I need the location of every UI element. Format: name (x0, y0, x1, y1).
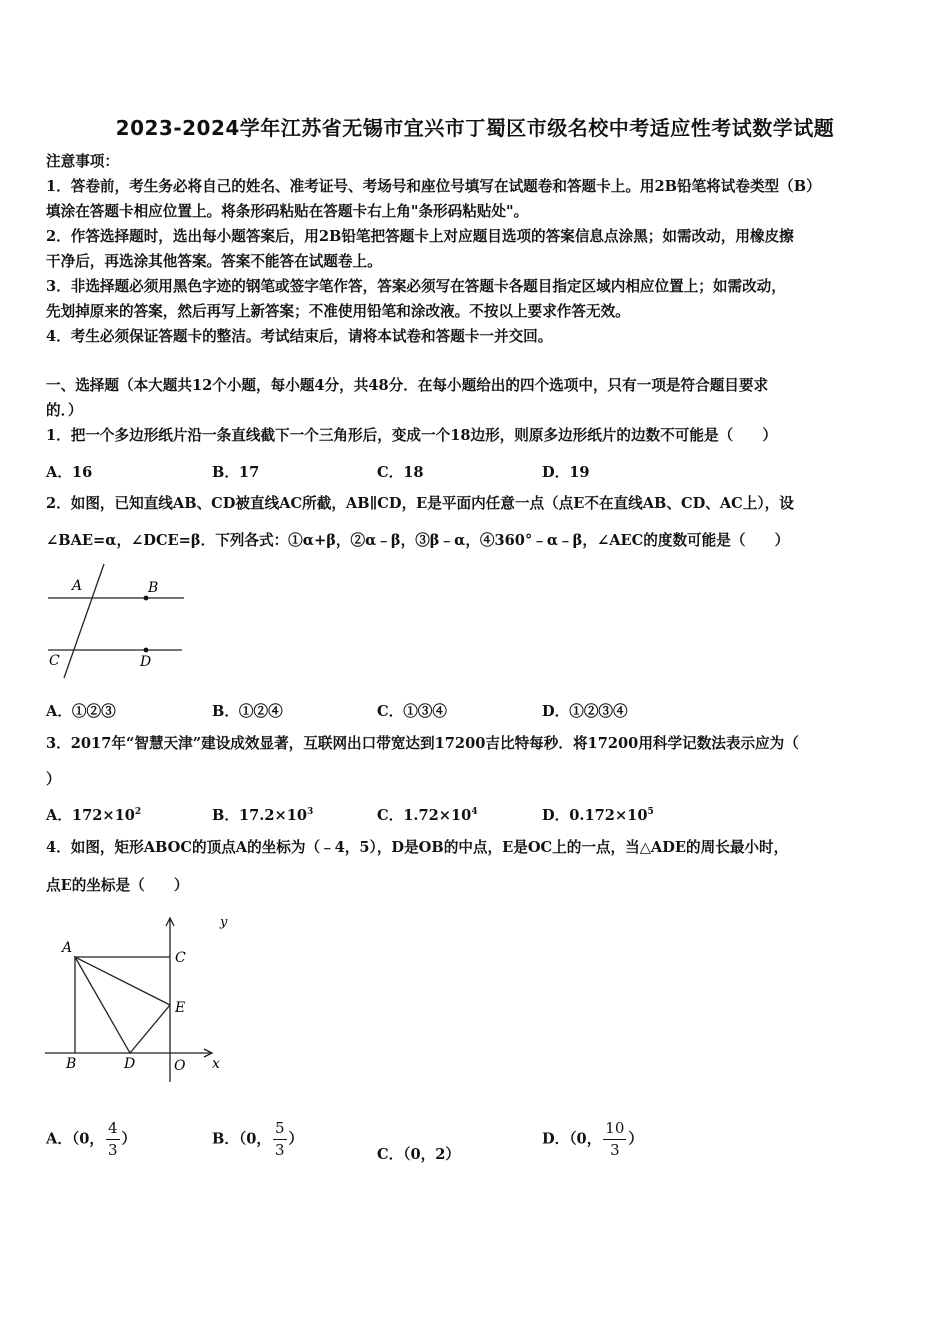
point-b (144, 596, 149, 601)
fraction: $\frac{10}{3}$ (605, 1119, 625, 1159)
label-c: C (175, 950, 186, 966)
section-heading-cont: 的．） (46, 402, 83, 419)
label-c: C (49, 653, 60, 669)
q2-option-a: A．①②③ (46, 703, 116, 720)
q2-option-b: B．①②④ (212, 703, 283, 720)
question-4-stem: 4．如图，矩形ABOC的顶点A的坐标为（﹣4，5），D是OB的中点，E是OC上的一点，当△ADE的周长最小时， (46, 839, 789, 856)
question-4-stem-cont: 点E的坐标是（ ） (46, 877, 189, 894)
notice-line: 4．考生必须保证答题卡的整洁。考试结束后，请将本试卷和答题卡一并交回。 (46, 328, 553, 345)
transversal-ac (64, 564, 104, 678)
label-a: A (72, 578, 83, 594)
q4-option-a: A．（0， $\frac{4}{3}$ ） (46, 1119, 137, 1159)
q3-option-b: B．$17.2\times 10^3$ (212, 807, 314, 824)
fraction: $\frac{4}{3}$ (107, 1119, 118, 1159)
rectangle-coordinate-figure (40, 910, 230, 1090)
label-y: y (220, 915, 228, 930)
q3-option-c: C．$1.72\times 10^4$ (377, 807, 478, 824)
section-heading: 一、选择题（本大题共12个小题，每小题4分，共48分．在每小题给出的四个选项中，只有一项是符合题目要求 (46, 377, 769, 394)
q1-option-b: B．17 (212, 464, 260, 481)
q3-option-a: A．$172\times 10^2$ (46, 807, 142, 824)
question-3-stem: 3．2017年“智慧天津”建设成效显著，互联网出口带宽达到17200吉比特每秒．将17200用科学记数法表示应为（ (46, 735, 799, 752)
notice-line: 2．作答选择题时，选出每小题答案后，用2B铅笔把答题卡上对应题目选项的答案信息点涂黑；如需改动，用橡皮擦 (46, 228, 794, 245)
parallel-lines-figure (44, 560, 194, 678)
notice-line: 先划掉原来的答案，然后再写上新答案；不准使用铅笔和涂改液。不按以上要求作答无效。 (46, 303, 630, 320)
q4-option-b: B．（0， $\frac{5}{3}$ ） (212, 1119, 304, 1159)
label-x: x (212, 1056, 220, 1072)
label-e: E (175, 1000, 186, 1016)
notice-line: 填涂在答题卡相应位置上。将条形码粘贴在答题卡右上角"条形码粘贴处"。 (46, 203, 529, 220)
label-b: B (148, 580, 159, 596)
question-2-stem: 2．如图，已知直线AB、CD被直线AC所截，AB∥CD，E是平面内任意一点（点E不在直线AB、CD、AC上），设 (46, 495, 794, 512)
q1-option-c: C．18 (377, 464, 424, 481)
q4-option-c: C．（0，2） (377, 1146, 460, 1163)
q2-option-c: C．①③④ (377, 703, 447, 720)
label-a: A (62, 940, 73, 956)
question-1-stem: 1．把一个多边形纸片沿一条直线截下一个三角形后，变成一个18边形，则原多边形纸片的边数不可能是（ ） (46, 427, 777, 444)
q3-option-d: D．$0.172\times 10^5$ (542, 807, 654, 824)
triangle-ade (75, 957, 170, 1053)
label-b: B (66, 1056, 77, 1072)
rectangle-abo-c (75, 957, 170, 1053)
q1-option-d: D．19 (542, 464, 590, 481)
point-d (144, 648, 149, 653)
fraction: $\frac{5}{3}$ (274, 1119, 285, 1159)
question-3-stem-cont: ） (46, 771, 61, 788)
question-2-stem-cont: ∠BAE=α，∠DCE=β．下列各式：①α+β，②α﹣β，③β﹣α，④360°﹣α﹣β，∠AEC的度数可能是（ ） (46, 532, 790, 549)
label-d: D (124, 1056, 136, 1072)
label-d: D (140, 654, 152, 670)
notice-line: 1．答卷前，考生务必将自己的姓名、准考证号、考场号和座位号填写在试题卷和答题卡上。用2B铅笔将试卷类型（B） (46, 178, 821, 195)
notice-line: 3．非选择题必须用黑色字迹的钢笔或签字笔作答，答案必须写在答题卡各题目指定区域内相应位置上；如需改动， (46, 278, 786, 295)
page-title: 2023-2024学年江苏省无锡市宜兴市丁蜀区市级名校中考适应性考试数学试题 (115, 116, 835, 140)
notice-line: 干净后，再选涂其他答案。答案不能答在试题卷上。 (46, 253, 382, 270)
q4-option-d: D．（0， $\frac{10}{3}$ ） (542, 1119, 643, 1159)
q2-option-d: D．①②③④ (542, 703, 628, 720)
notice-heading: 注意事项： (46, 153, 119, 170)
label-o: O (174, 1058, 186, 1074)
q1-option-a: A．16 (46, 464, 93, 481)
